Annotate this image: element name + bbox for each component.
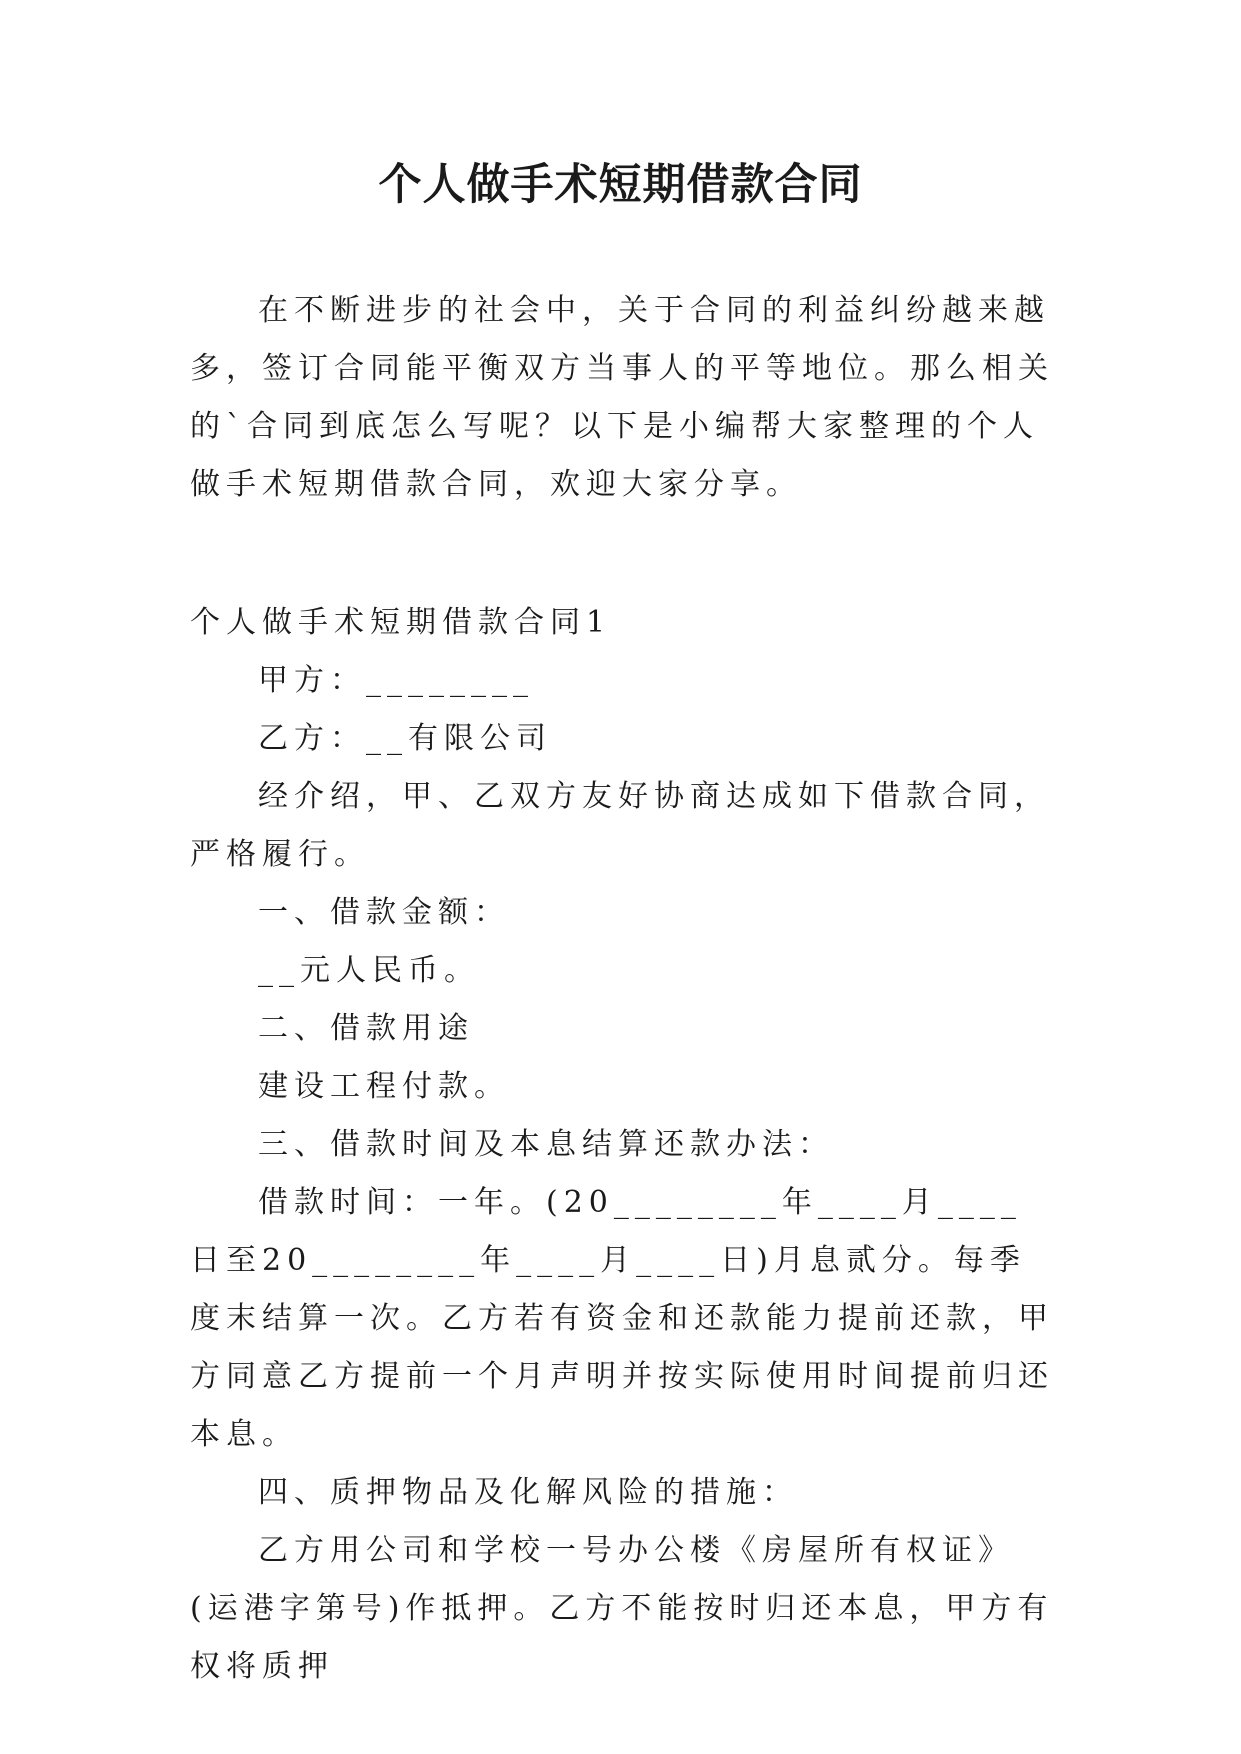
- section-2-heading: 二、借款用途: [258, 1011, 474, 1046]
- preamble-paragraph: 经介绍，甲、乙双方友好协商达成如下借款合同，严格履行。: [190, 779, 1050, 872]
- document-body: [190, 282, 1055, 1696]
- section-4-heading: 四、质押物品及化解风险的措施：: [258, 1475, 798, 1510]
- document-title: 个人做手术短期借款合同: [378, 160, 863, 210]
- party-b-line: 乙方：__有限公司: [258, 721, 552, 756]
- section-1-body: __元人民币。: [258, 953, 480, 988]
- section-1-heading: 一、借款金额：: [258, 895, 510, 930]
- section-4-body: 乙方用公司和学校一号办公楼《房屋所有权证》(运港字第号)作抵押。乙方不能按时归还本息，甲方有权将质押: [190, 1533, 1054, 1684]
- section-3-body: 借款时间：一年。(20________年____月____日至20________年____月____日)月息贰分。每季度末结算一次。乙方若有资金和还款能力提前还款，甲方同意乙方提前一个月声明并按实际使用时间提前归还本息。: [190, 1185, 1054, 1452]
- contract-heading: 个人做手术短期借款合同1: [190, 605, 612, 640]
- section-3-heading: 三、借款时间及本息结算还款办法：: [258, 1127, 834, 1162]
- intro-paragraph: 在不断进步的社会中，关于合同的利益纠纷越来越多，签订合同能平衡双方当事人的平等地位。那么相关的`合同到底怎么写呢？以下是小编帮大家整理的个人做手术短期借款合同，欢迎大家分享。: [190, 293, 1054, 502]
- section-2-body: 建设工程付款。: [258, 1069, 510, 1104]
- paragraph-spacer: [190, 572, 1055, 594]
- paragraph-spacer: [190, 514, 1055, 572]
- party-a-line: 甲方：________: [258, 663, 534, 698]
